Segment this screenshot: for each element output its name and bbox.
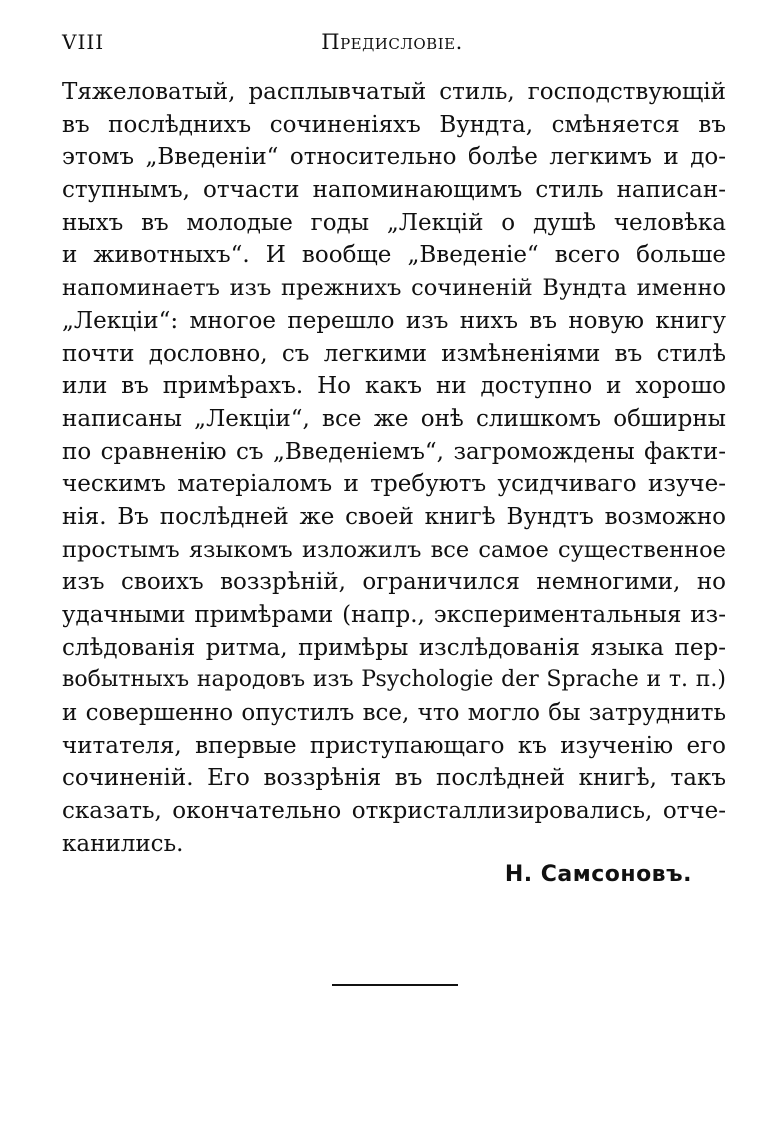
text-line: по сравненію съ „Введеніемъ“, загромождены факти- bbox=[62, 438, 726, 465]
text-line: Тяжеловатый, расплывчатый стиль, господствующій bbox=[62, 79, 726, 105]
text-line: канились. bbox=[62, 830, 184, 857]
text-line: въ послѣднихъ сочиненіяхъ Вундта, смѣняется въ bbox=[62, 111, 726, 138]
section-divider bbox=[332, 984, 458, 986]
text-line: простымъ языкомъ изложилъ все самое существенное bbox=[62, 536, 726, 563]
text-line: этомъ „Введеніи“ относительно болѣе легкимъ и до- bbox=[62, 144, 726, 171]
text-line: читателя, впервые приступающаго къ изученію его bbox=[62, 732, 726, 759]
page-header bbox=[62, 30, 722, 60]
text-line: или въ примѣрахъ. Но какъ ни доступно и хорошо bbox=[62, 373, 726, 400]
text-line: ческимъ матеріаломъ и требуютъ усидчиваго изуче- bbox=[62, 471, 726, 498]
running-title: Предисловіе. bbox=[321, 30, 463, 54]
text-line: вобытныхъ народовъ изъ Psychologie der Sprache и т. п.) bbox=[62, 667, 726, 693]
text-line: и совершенно опустилъ все, что могло бы затруднить bbox=[62, 700, 726, 727]
body-text bbox=[62, 76, 726, 861]
page-number: VIII bbox=[62, 30, 105, 54]
text-line: сочиненій. Его воззрѣнія въ послѣдней книгѣ, такъ bbox=[62, 765, 726, 792]
text-line: сказать, окончательно откристаллизировались, отче- bbox=[62, 798, 726, 825]
text-line: удачными примѣрами (напр., экспериментальныя из- bbox=[62, 602, 726, 628]
text-line: „Лекціи“: многое перешло изъ нихъ въ новую книгу bbox=[62, 307, 726, 334]
text-line: изъ своихъ воззрѣній, ограничился немногими, но bbox=[62, 569, 726, 596]
text-line: ступнымъ, отчасти напоминающимъ стиль написан- bbox=[62, 177, 726, 204]
text-line: и животныхъ“. И вообще „Введеніе“ всего больше bbox=[62, 242, 726, 269]
text-line: нія. Въ послѣдней же своей книгѣ Вундтъ возможно bbox=[62, 503, 726, 530]
author-signature: Н. Самсоновъ. bbox=[504, 862, 692, 887]
text-line: почти дословно, съ легкими измѣненіями въ стилѣ bbox=[62, 340, 726, 367]
text-line: ныхъ въ молодые годы „Лекцій о душѣ человѣка bbox=[62, 209, 726, 236]
text-line: напоминаетъ изъ прежнихъ сочиненій Вундта именно bbox=[62, 275, 726, 302]
text-line: слѣдованія ритма, примѣры изслѣдованія языка пер- bbox=[62, 634, 726, 661]
text-line: написаны „Лекціи“, все же онѣ слишкомъ обширны bbox=[62, 405, 726, 432]
